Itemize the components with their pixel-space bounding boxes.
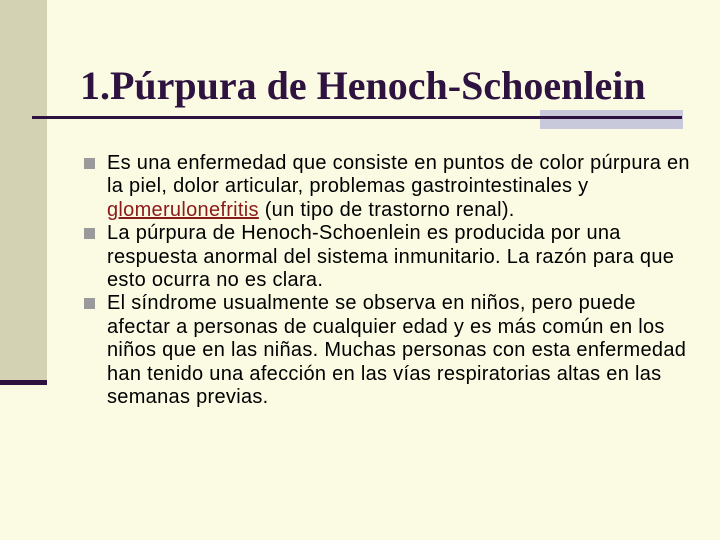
left-decor-bar [0,0,47,383]
square-bullet-icon [84,158,95,169]
slide-title: 1.Púrpura de Henoch-Schoenlein [80,63,646,108]
left-decor-accent [0,380,47,385]
bullet-list [84,152,694,409]
title-rule [32,116,682,119]
bullet-3-text: El síndrome usualmente se observa en niños, pero puede afectar a personas de cualquier edad y es más común en los niños que en las niñas. Muchas personas con esta enfermedad han tenido una afección en las vías respiratorias altas en las semanas previas. [107,292,687,409]
bullet-item-3 [84,292,694,409]
bullet-item-1 [84,152,694,222]
title-rule-accent [540,110,683,129]
square-bullet-icon [84,228,95,239]
bullet-2-text: La púrpura de Henoch-Schoenlein es producida por una respuesta anormal del sistema inmunitario. La razón para que esto ocurra no es clara. [107,222,675,292]
glomerulonefritis-link[interactable]: glomerulonefritis [107,198,259,221]
bullet-item-2 [84,222,694,292]
square-bullet-icon [84,298,95,309]
bullet-1-text-before: Es una enfermedad que consiste en puntos de color púrpura en la piel, dolor articular, problemas gastrointestinales y [107,152,690,198]
bullet-1-text-after: (un tipo de trastorno renal). [258,198,515,221]
